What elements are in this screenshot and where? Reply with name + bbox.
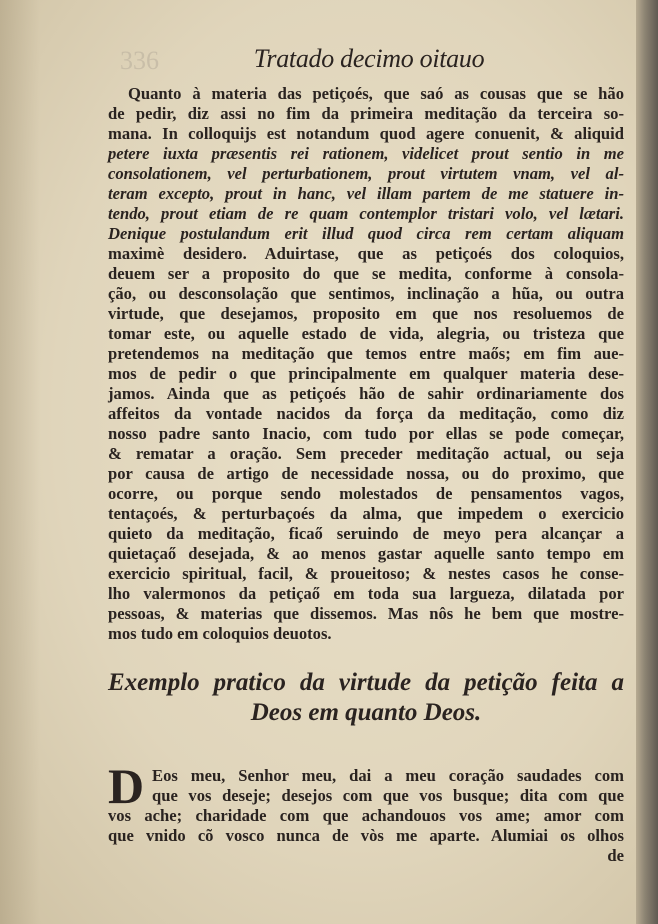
text-line: de pedir, diz assi no fim da primeira meditação da terceira so- <box>108 104 624 123</box>
text-line: pessoas, & materias que dissemos. Mas nôs he bem que mostre- <box>108 604 624 623</box>
text-line: por causa de artigo de necessidade nossa, ou do proximo, que <box>108 464 624 483</box>
paragraph-1 <box>108 84 624 644</box>
book-binding-edge <box>636 0 658 924</box>
text-line: quieto da meditação, ficaő seruindo de meyo pera alcançar a <box>108 524 624 543</box>
text-line: ocorre, ou porque sendo molestados de pensamentos vagos, <box>108 484 624 503</box>
text-line: exercicio spiritual, facil, & proueitoso; & nestes casos he conse- <box>108 564 624 583</box>
text-line: deuem ser a proposito do que se medita, conforme à consola- <box>108 264 624 283</box>
text-line: pretendemos na meditação que temos entre maős; em fim aue- <box>108 344 624 363</box>
text-line: consolationem, vel perturbationem, prout virtutem vnam, vel al- <box>108 164 624 183</box>
page-shadow <box>0 0 40 924</box>
text-line: Quanto à materia das petiçoés, que saó as cousas que se hão <box>128 84 624 103</box>
text-line: quietaçaő desejada, & ao menos gastar aquelle santo tempo em <box>108 544 624 563</box>
catchword: de <box>607 846 624 865</box>
text-line: vos ache; charidade com que achandouos vos ame; amor com <box>108 806 624 825</box>
text-line: tomar este, ou aquelle estado de vida, alegria, ou tristeza que <box>108 324 624 343</box>
page-number-bleedthrough: 336 <box>120 46 159 75</box>
drop-cap: D <box>108 758 145 814</box>
text-line: mana. In colloquijs est notandum quod agere conuenit, & aliquid <box>108 124 624 143</box>
running-header-text: Tratado decimo oitauo <box>253 44 485 73</box>
text-line: jamos. Ainda que as petiçoés hão de sahir ordinariamente dos <box>108 384 624 403</box>
text-line: maximè desidero. Aduirtase, que as petiçoés dos coloquios, <box>108 244 624 263</box>
text-line: mos de pedir o que principalmente em qualquer materia dese- <box>108 364 624 383</box>
text-line: mos tudo em coloquios deuotos. <box>108 624 332 643</box>
text-line: Eos meu, Senhor meu, dai a meu coração saudades com <box>152 766 624 785</box>
text-line: virtude, que desejamos, proposito em que nos resoluemos de <box>108 304 624 323</box>
text-line: que vnido cõ vosco nunca de vòs me aparte. Alumiai os olhos <box>108 826 624 845</box>
section-heading-line-2: Deos em quanto Deos. <box>250 699 482 726</box>
text-line: ção, ou desconsolação que sentimos, inclinação a hũa, ou outra <box>108 284 624 303</box>
text-line: & rematar a oração. Sem preceder meditação actual, ou seja <box>108 444 624 463</box>
text-line: lho valermonos da petiçaő em toda sua largueza, dilatada por <box>108 584 624 603</box>
text-line: nosso padre santo Inacio, com tudo por ellas se pode começar, <box>108 424 624 443</box>
text-line: que vos deseje; desejos com que vos busque; dita com que <box>152 786 624 805</box>
text-line: Denique postulandum erit illud quod circa rem certam aliquam <box>108 224 624 243</box>
text-line: tentaçoés, & perturbaçoés da alma, que impedem o exercicio <box>108 504 624 523</box>
section-heading <box>108 668 624 728</box>
text-line: affeitos da vontade nacidos da força da meditação, como diz <box>108 404 624 423</box>
text-line: petere iuxta præsentis rei rationem, videlicet prout sentio in me <box>108 144 624 163</box>
section-heading-line-1: Exemplo pratico da virtude da petição feita a <box>108 669 624 696</box>
text-line: teram excepto, prout in hanc, vel illam partem de me statuere in- <box>108 184 624 203</box>
text-line: tendo, prout etiam de re quam contemplor tristari volo, vel lætari. <box>108 204 624 223</box>
paragraph-2 <box>108 758 624 866</box>
running-header <box>0 44 658 74</box>
